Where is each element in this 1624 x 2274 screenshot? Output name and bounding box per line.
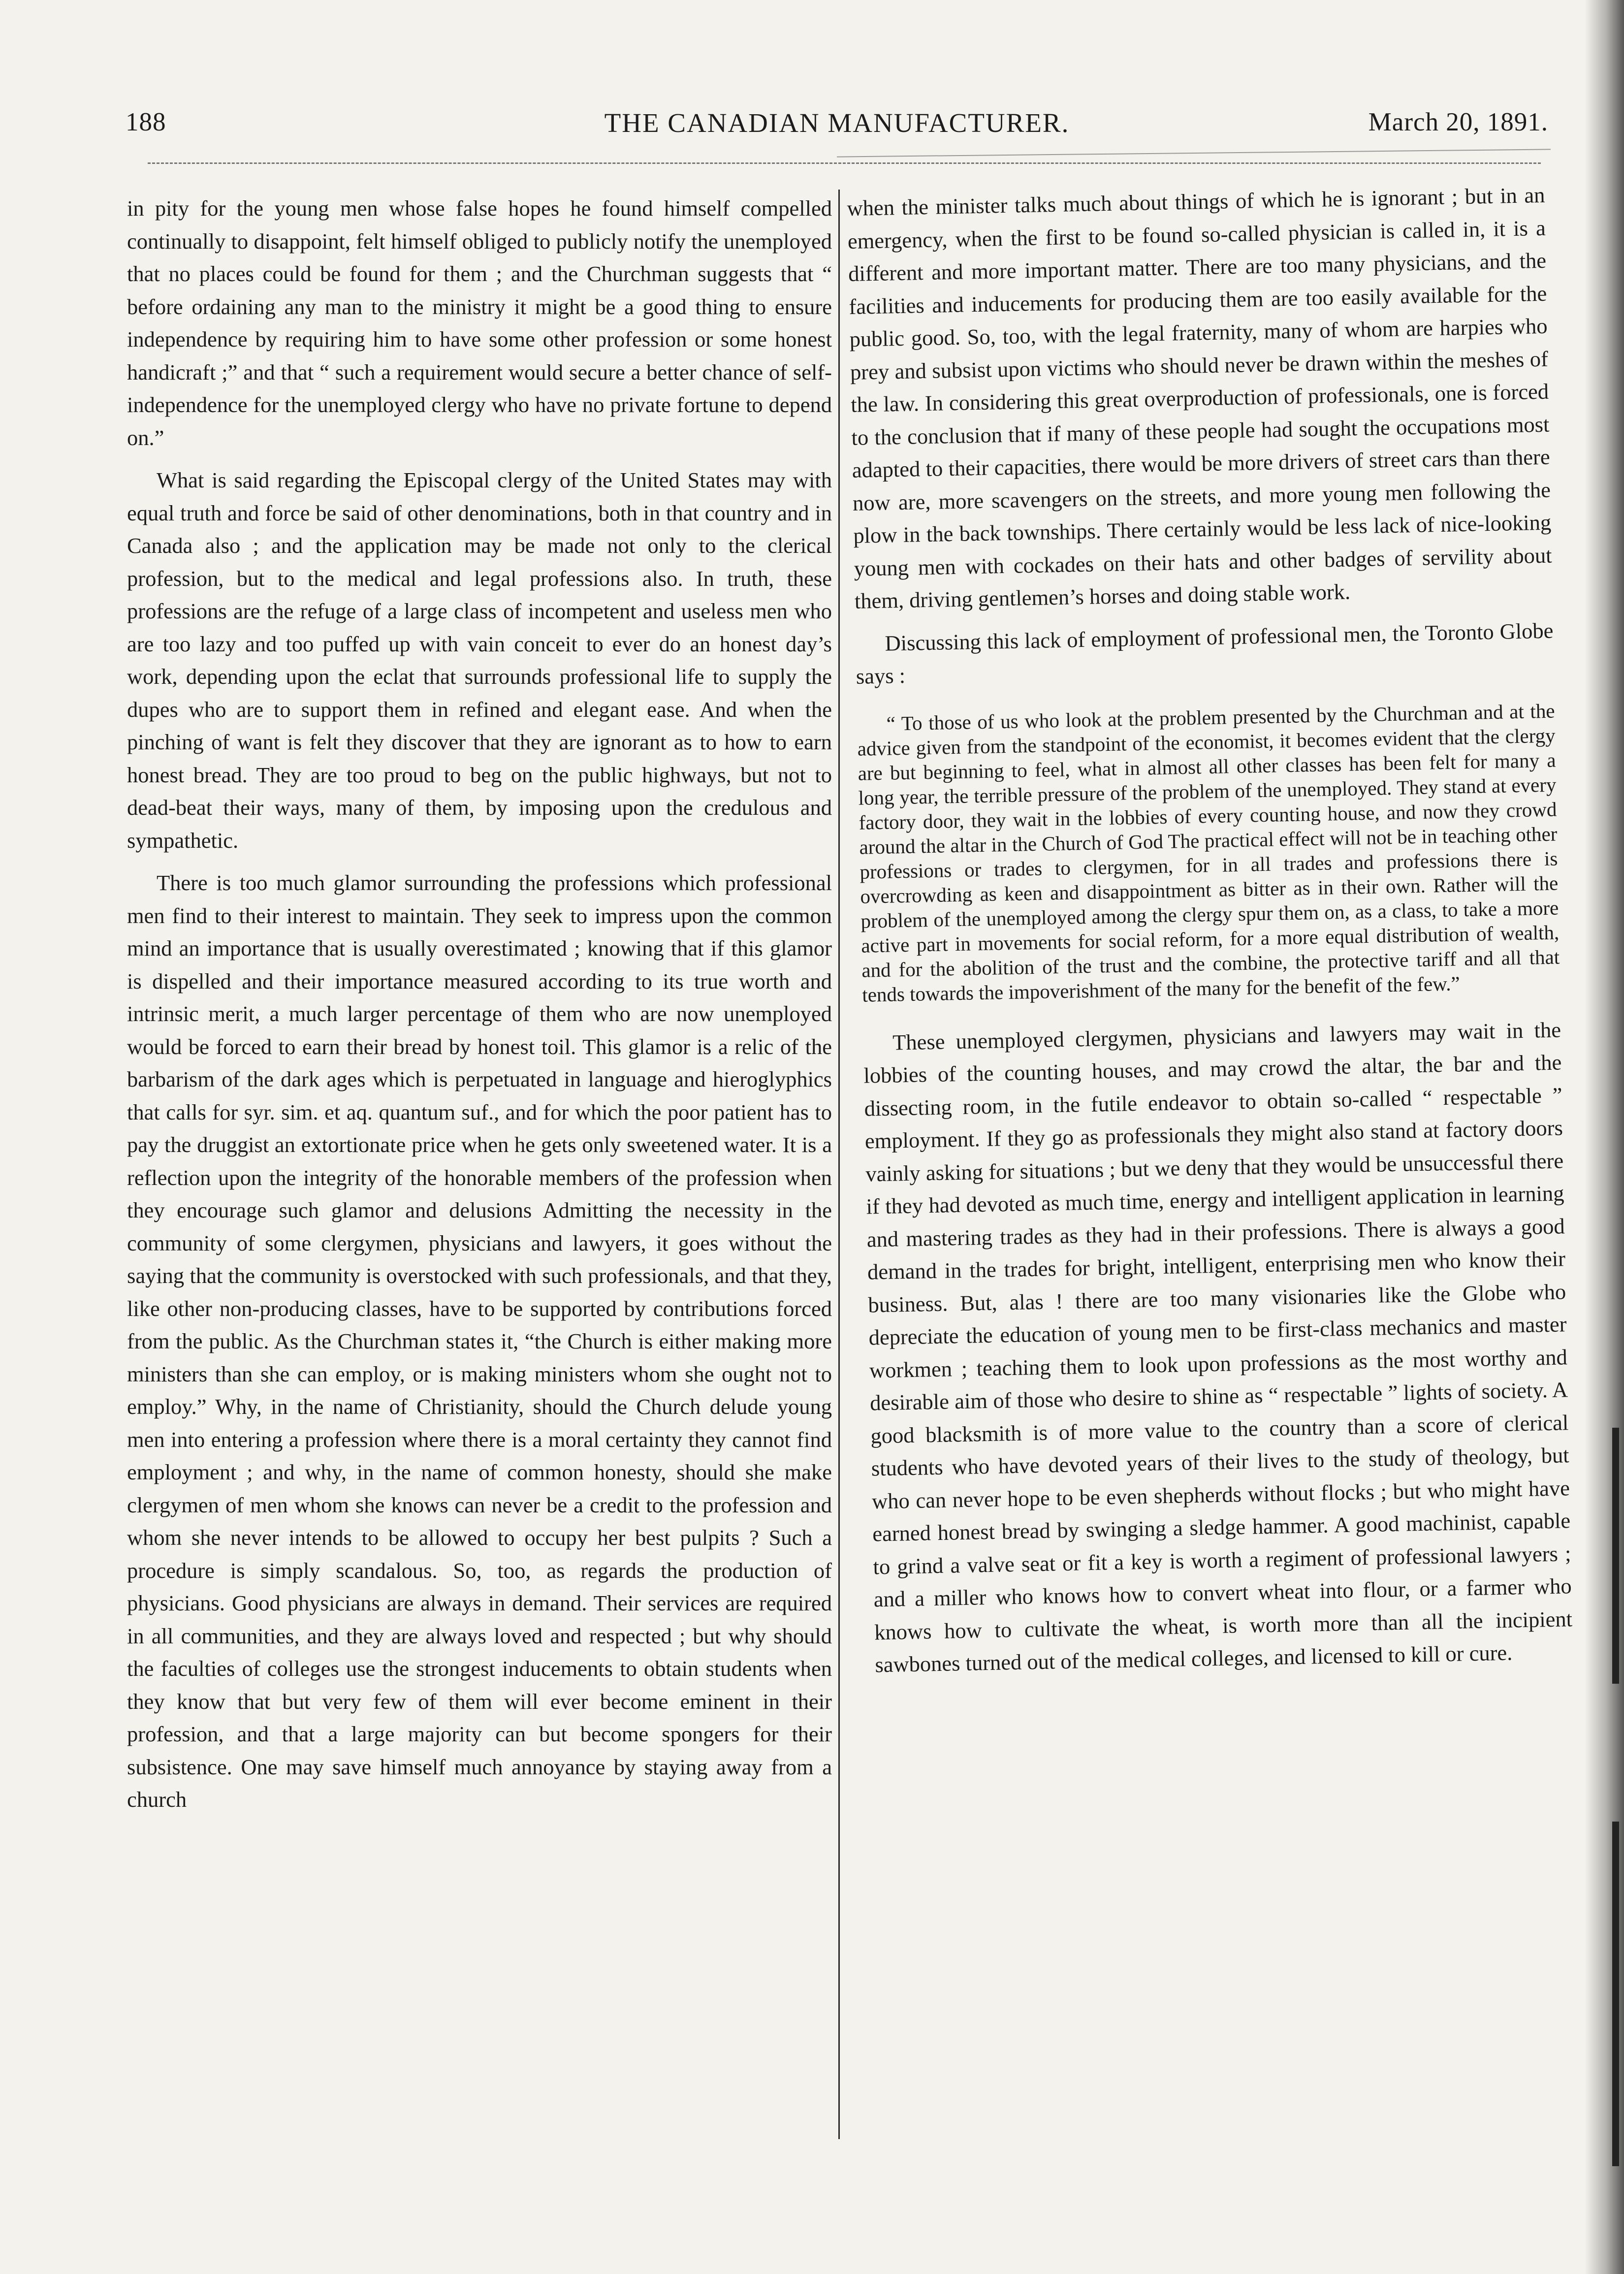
- publication-title: THE CANADIAN MANUFACTURER.: [604, 108, 1070, 138]
- left-paragraph-2: What is said regarding the Episcopal clergy of the United States may with equal truth and force be said of other denominations, both in that country and in Canada also ; and the application may be made not only to the clerical profession, but to the medical and legal professions also. In truth, these professions are the refuge of a large class of incompetent and useless men who are too lazy and too puffed up with vain conceit to ever do an honest day’s work, depending upon the eclat that surrounds professional life to supply the dupes who are to support them in refined and elegant ease. And when the pinching of want is felt they discover that they are ignorant as to how to earn honest bread. They are too proud to beg on the public highways, but not to dead-beat their ways, many of them, by imposing upon the credulous and sympathetic.: [127, 468, 832, 853]
- right-column: [847, 179, 1573, 1681]
- right-paragraph-1: when the minister talks much about things of which he is ignorant ; but in an emergency, when the first to be found so-called physician is called in, it is a different and more important matter. There are too many physicians, and the facilities and inducements for producing them are too easily available for the public good. So, too, with the legal fraternity, many of whom are harpies who prey and subsist upon victims who should never be drawn within the meshes of the law. In considering this great overproduction of professionals, one is forced to the conclusion that if many of these people had sought the occupations most adapted to their capacities, there would be more drivers of street cars than there now are, more scavengers on the streets, and more young men following the plow in the back townships. There certainly would be less lack of nice-looking young men with cockades on their hats and other badges of servility about them, driving gentlemen’s horses and doing stable work.: [847, 182, 1552, 613]
- left-paragraph-1: in pity for the young men whose false hopes he found himself compelled continually to disappoint, felt himself obliged to publicly notify the unemployed that no places could be found for them ; and the Churchman suggests that “ before ordaining any man to the ministry it might be a good thing to ensure independence by requiring him to have some other profession or some honest handicraft ;” and that “ such a requirement would secure a better chance of self-independence for the unemployed clergy who have no private fortune to depend on.”: [127, 196, 832, 450]
- page-header: [126, 107, 1548, 147]
- header-rule-secondary: [837, 149, 1551, 157]
- binding-shadow-mark: [1612, 1428, 1619, 1684]
- binding-shadow-mark: [1612, 1822, 1619, 2166]
- globe-quotation: “ To those of us who look at the problem presented by the Churchman and at the advice given from the standpoint of the economist, it becomes evident that the clergy are but beginning to feel, what in almost all other classes has been felt for many a long year, the terrible pressure of the problem of the unemployed. They stand at every factory door, they wait in the lobbies of every counting house, and now they crowd around the altar in the Church of God The practical effect will not be in teaching other professions or trades to clergymen, for in all trades and professions there is overcrowding as keen and disappointment as bitter as in their own. Rather will the problem of the unemployed among the clergy spur them on, as a class, to take a more active part in movements for social reform, for a more equal distribution of wealth, and for the abolition of the trust and the combine, the protective tariff and all that tends towards the impoverishment of the many for the benefit of the few.”: [857, 699, 1560, 1006]
- left-column: [127, 192, 832, 1816]
- right-paragraph-3: These unemployed clergymen, physicians and lawyers may wait in the lobbies of the counting houses, and may crowd the altar, the bar and the dissecting room, in the futile endeavor to obtain so-called “ respectable ” employment. If they go as professionals they might also stand at factory doors vainly asking for situations ; but we deny that they would be unsuccessful there if they had devoted as much time, energy and intelligent application in learning and mastering trades as they had in their professions. There is always a good demand in the trades for bright, intelligent, enterprising men who know their business. But, alas ! there are too many visionaries like the Globe who depreciate the education of young men to be first-class mechanics and master workmen ; teaching them to look upon professions as the most worthy and desirable aim of those who desire to shine as “ respectable ” lights of society. A good blacksmith is of more value to the country than a score of clerical students who have devoted years of their lives to the study of theology, but who can never hope to be even shepherds without flocks ; but who might have earned honest bread by swinging a sledge hammer. A good machinist, capable to grind a valve seat or fit a key is worth a regiment of professional lawyers ; and a miller who knows how to convert wheat into flour, or a farmer who knows how to cultivate the wheat, is worth more than all the incipient sawbones turned out of the medical colleges, and licensed to kill or cure.: [863, 1017, 1573, 1677]
- page-number: 188: [126, 108, 166, 136]
- left-paragraph-3: There is too much glamor surrounding the professions which professional men find to their interest to maintain. They seek to impress upon the common mind an importance that is usually overestimated ; knowing that if this glamor is dispelled and their importance measured according to its true worth and intrinsic merit, a much larger percentage of them who are now unemployed would be forced to earn their bread by honest toil. This glamor is a relic of the barbarism of the dark ages which is perpetuated in language and hieroglyphics that calls for syr. sim. et aq. quantum suf., and for which the poor patient has to pay the druggist an extortionate price when he gets only sweetened water. It is a reflection upon the integrity of the honorable members of the profession when they encourage such glamor and delusions Admitting the necessity in the community of some clergymen, physicians and lawyers, it goes without the saying that the community is overstocked with such professionals, and that they, like other non-producing classes, have to be supported by contributions forced from the public. As the Churchman states it, “the Church is either making more ministers than she can employ, or is making ministers whom she ought not to employ.” Why, in the name of Christianity, should the Church delude young men into entering a profession where there is a moral certainty they cannot find employment ; and why, in the name of common honesty, should she make clergymen of men whom she knows can never be a credit to the profession and whom she never intends to be allowed to occupy her best pulpits ? Such a procedure is simply scandalous. So, too, as regards the production of physicians. Good physicians are always in demand. Their services are required in all communities, and they are always loved and respected ; but why should the faculties of colleges use the strongest inducements to obtain students when they know that but very few of them will ever become eminent in their profession, and that a large majority can but become spongers for their subsistence. One may save himself much annoyance by staying away from a church: [127, 870, 832, 1812]
- column-divider: [838, 190, 840, 2139]
- header-rule: [148, 162, 1541, 164]
- issue-date: March 20, 1891.: [1368, 108, 1548, 136]
- right-paragraph-2: Discussing this lack of employment of professional men, the Toronto Globe says :: [856, 618, 1554, 689]
